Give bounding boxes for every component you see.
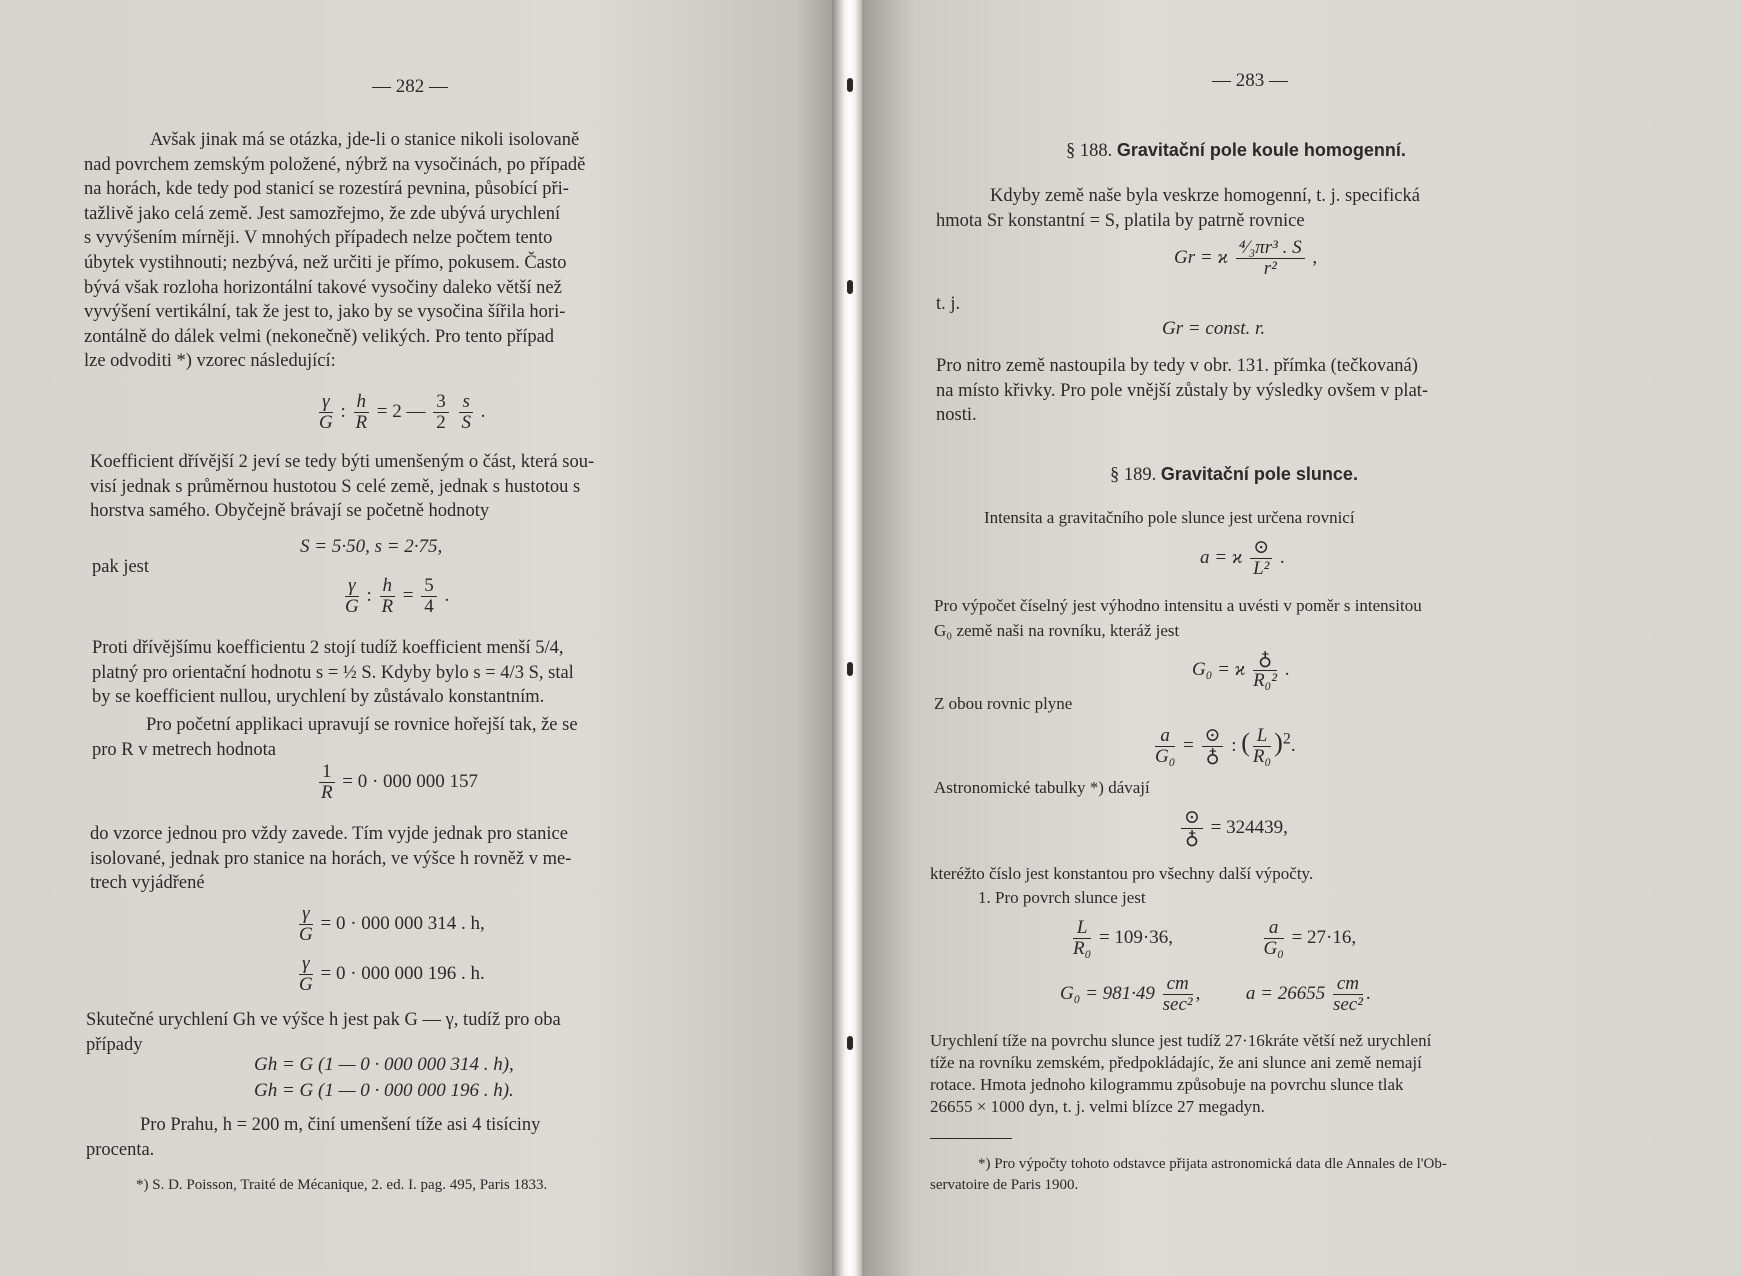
- tj-label: t. j.: [936, 294, 961, 314]
- formula-a: a = ϰ $\frac{⊙}{\text{L²}}$ .: [1200, 537, 1285, 579]
- formula-gamma-1: $\frac{\gamma}{G}$ = 0 · 000 000 314 . h,: [299, 903, 485, 945]
- text-line: tažlivě jako celá země. Jest samozřejmo, že zde ubývá urychlení: [84, 203, 561, 224]
- footnote-rule: [930, 1138, 1012, 1139]
- text-line: nosti.: [936, 405, 977, 426]
- text-line: Urychlení tíže na povrchu slunce jest tudíž 27·16kráte větší než urychlení: [930, 1031, 1432, 1050]
- section-heading: § 189. Gravitační pole slunce.: [1110, 464, 1358, 485]
- page-number: — 283 —: [1212, 70, 1288, 91]
- text-line: nad povrchem zemským položené, nýbrž na vysočinách, po případě: [84, 154, 586, 175]
- footnote: servatoire de Paris 1900.: [930, 1177, 1079, 1193]
- text-line: hmota Sr konstantní = S, platila by patrně rovnice: [936, 210, 1305, 231]
- paragraph: [86, 1113, 674, 1162]
- paragraph: [934, 594, 1550, 643]
- formula-gh-2: Gh = G (1 — 0 · 000 000 196 . h).: [254, 1080, 514, 1101]
- paragraph: Intensita a gravitačního pole slunce jest určena rovnicí: [984, 508, 1355, 527]
- text-line: s vyvýšením mírněji. V mnohých případech nelze počtem tento: [84, 228, 553, 249]
- text-line: tíže na rovníku zemském, předpokládajíc, že ani slunce ani země nemají: [930, 1053, 1422, 1072]
- formula-gamma-2: $\frac{\gamma}{G}$ = 0 · 000 000 196 . h.: [299, 953, 485, 995]
- paragraph: [90, 450, 672, 524]
- text-line: případy: [86, 1034, 143, 1055]
- text-line: horstva samého. Obyčejně brávají se početně hodnoty: [90, 501, 490, 522]
- text-line: platný pro orientační hodnotu s = ½ S. Kdyby bylo s = 4/3 S, stal: [92, 662, 574, 683]
- text-line: rotace. Hmota jednoho kilogrammu způsobuje na povrchu slunce tlak: [930, 1075, 1404, 1094]
- text-line: vyvýšení vertikální, tak že jest to, jako by se vysočina šířila hori-: [84, 302, 566, 323]
- paragraph: [936, 184, 1536, 233]
- paragraph: [84, 128, 672, 374]
- text-line: do vzorce jednou pro vždy zavede. Tím vyjde jednak pro stanice: [90, 824, 568, 844]
- text-line: Pro početní applikaci upravují se rovnice hořejší tak, že se: [146, 715, 578, 735]
- formula-surface-1: $\frac{L}{\text{R₀}}$ = 109·36, $\frac{a}{\text{G₀}}$ = 27·16,: [1073, 917, 1357, 959]
- binding-thread: [847, 78, 853, 92]
- both-label: Z obou rovnic plyne: [934, 694, 1073, 713]
- formula-mass-ratio: $\frac{⊙}{♁}$ = 324439,: [1178, 808, 1288, 849]
- text-line: pro R v metrech hodnota: [92, 739, 276, 760]
- paragraph: [86, 1008, 674, 1057]
- paragraph: [936, 354, 1548, 428]
- list-item: 1. Pro povrch slunce jest: [978, 888, 1146, 907]
- text-line: procenta.: [86, 1139, 155, 1160]
- text-line: 26655 × 1000 dyn, t. j. velmi blízce 27 megadyn.: [930, 1097, 1265, 1116]
- binding-thread: [847, 1036, 853, 1050]
- formula-gh-1: Gh = G (1 — 0 · 000 000 314 . h),: [254, 1054, 514, 1075]
- text-line: G₀ země naši na rovníku, kteráž jest: [934, 620, 1180, 640]
- binding-thread: [847, 662, 853, 676]
- paragraph: [930, 1030, 1554, 1118]
- paragraph: kteréžto číslo jest konstantou pro všechny další výpočty.: [930, 864, 1314, 883]
- text-line: Skutečné urychlení Gh ve výšce h jest pak G — γ, tudíž pro oba: [86, 1010, 561, 1030]
- footnote: *) S. D. Poisson, Traité de Mécanique, 2. ed. I. pag. 495, Paris 1833.: [136, 1177, 548, 1193]
- text-line: zontálně do dálek velmi (nekonečně) velikých. Pro tento případ: [84, 326, 555, 347]
- formula-ratio-sun: $\frac{a}{\text{G₀}}$ = $\frac{⊙}{♁}$ : ( $\frac{L}{\text{R₀}}$ )$^2$.: [1155, 725, 1296, 767]
- text-line: na místo křivky. Pro pole vnější zůstaly by výsledky ovšem v plat-: [936, 380, 1429, 401]
- text-line: Proti dřívějšímu koefficientu 2 stojí tudíž koefficient menší 5/4,: [92, 638, 564, 658]
- text-line: bývá však rozloha horizontální takové vysočiny daleko větší než: [84, 277, 562, 298]
- binding-thread: [847, 280, 853, 294]
- then-label: pak jest: [92, 557, 150, 577]
- text-line: visí jednak s průměrnou hustotou S celé země, jednak s hustotou s: [90, 476, 581, 497]
- text-line: trech vyjádřené: [90, 873, 205, 894]
- paragraph: [92, 713, 674, 762]
- formula-ratio: $\frac{\gamma}{G}$ : $\frac{h}{R}$ = 2 — $\frac{3}{2}$ $\frac{s}{S}$ .: [319, 391, 486, 433]
- right-page: [862, 0, 1742, 1276]
- paragraph: [92, 636, 674, 710]
- formula-values: S = 5·50, s = 2·75,: [300, 536, 443, 557]
- footnote: *) Pro výpočty tohoto odstavce přijata astronomická data dle Annales de l'Ob-: [978, 1156, 1447, 1172]
- paragraph: [90, 822, 674, 896]
- text-line: na horách, kde tedy pod stanicí se rozestírá pevnina, působící při-: [84, 179, 569, 200]
- text-line: Pro nitro země nastoupila by tedy v obr. 131. přímka (tečkovaná): [936, 356, 1418, 376]
- formula-gr: Gr = ϰ $\frac{\text{⁴⁄₃πr³ . S}}{\text{r²}}$ ,: [1174, 237, 1318, 279]
- page-number: — 282 —: [372, 76, 448, 97]
- formula-surface-2: G₀ = 981·49 $\frac{cm}{\text{sec²}}$ , a = 26655 $\frac{cm}{\text{sec²}}$ .: [1060, 973, 1371, 1015]
- formula-gr-const: Gr = const. r.: [1162, 318, 1266, 339]
- formula-reciprocal-r: $\frac{1}{R}$ = 0 · 000 000 157: [320, 761, 479, 803]
- text-line: by se koefficient nullou, urychlení by zůstávalo konstantním.: [92, 687, 545, 708]
- text-line: Pro Prahu, h = 200 m, činí umenšení tíže asi 4 tisíciny: [140, 1115, 541, 1135]
- formula-ratio-values: $\frac{\gamma}{G}$ : $\frac{h}{R}$ = $\frac{5}{4}$ .: [345, 575, 450, 617]
- text-line: Pro výpočet číselný jest výhodno intensitu a uvésti v poměr s intensitou: [934, 596, 1422, 615]
- section-heading: § 188. Gravitační pole koule homogenní.: [1066, 140, 1406, 161]
- text-line: Koefficient dřívější 2 jeví se tedy býti umenšeným o část, která sou-: [90, 452, 595, 472]
- tables-label: Astronomické tabulky *) dávají: [934, 778, 1150, 797]
- left-page: [0, 0, 838, 1276]
- text-line: lze odvoditi *) vzorec následující:: [84, 351, 336, 372]
- text-line: isolované, jednak pro stanice na horách, ve výšce h rovněž v me-: [90, 848, 572, 869]
- text-line: Avšak jinak má se otázka, jde-li o stanice nikoli isolovaně: [150, 130, 580, 150]
- text-line: Kdyby země naše byla veskrze homogenní, t. j. specifická: [990, 186, 1420, 206]
- text-line: úbytek vystihnouti; nezbývá, než určiti je přímo, pokusem. Často: [84, 252, 567, 273]
- formula-g0: G₀ = ϰ $\frac{♁}{\text{R₀²}}$ .: [1192, 649, 1290, 691]
